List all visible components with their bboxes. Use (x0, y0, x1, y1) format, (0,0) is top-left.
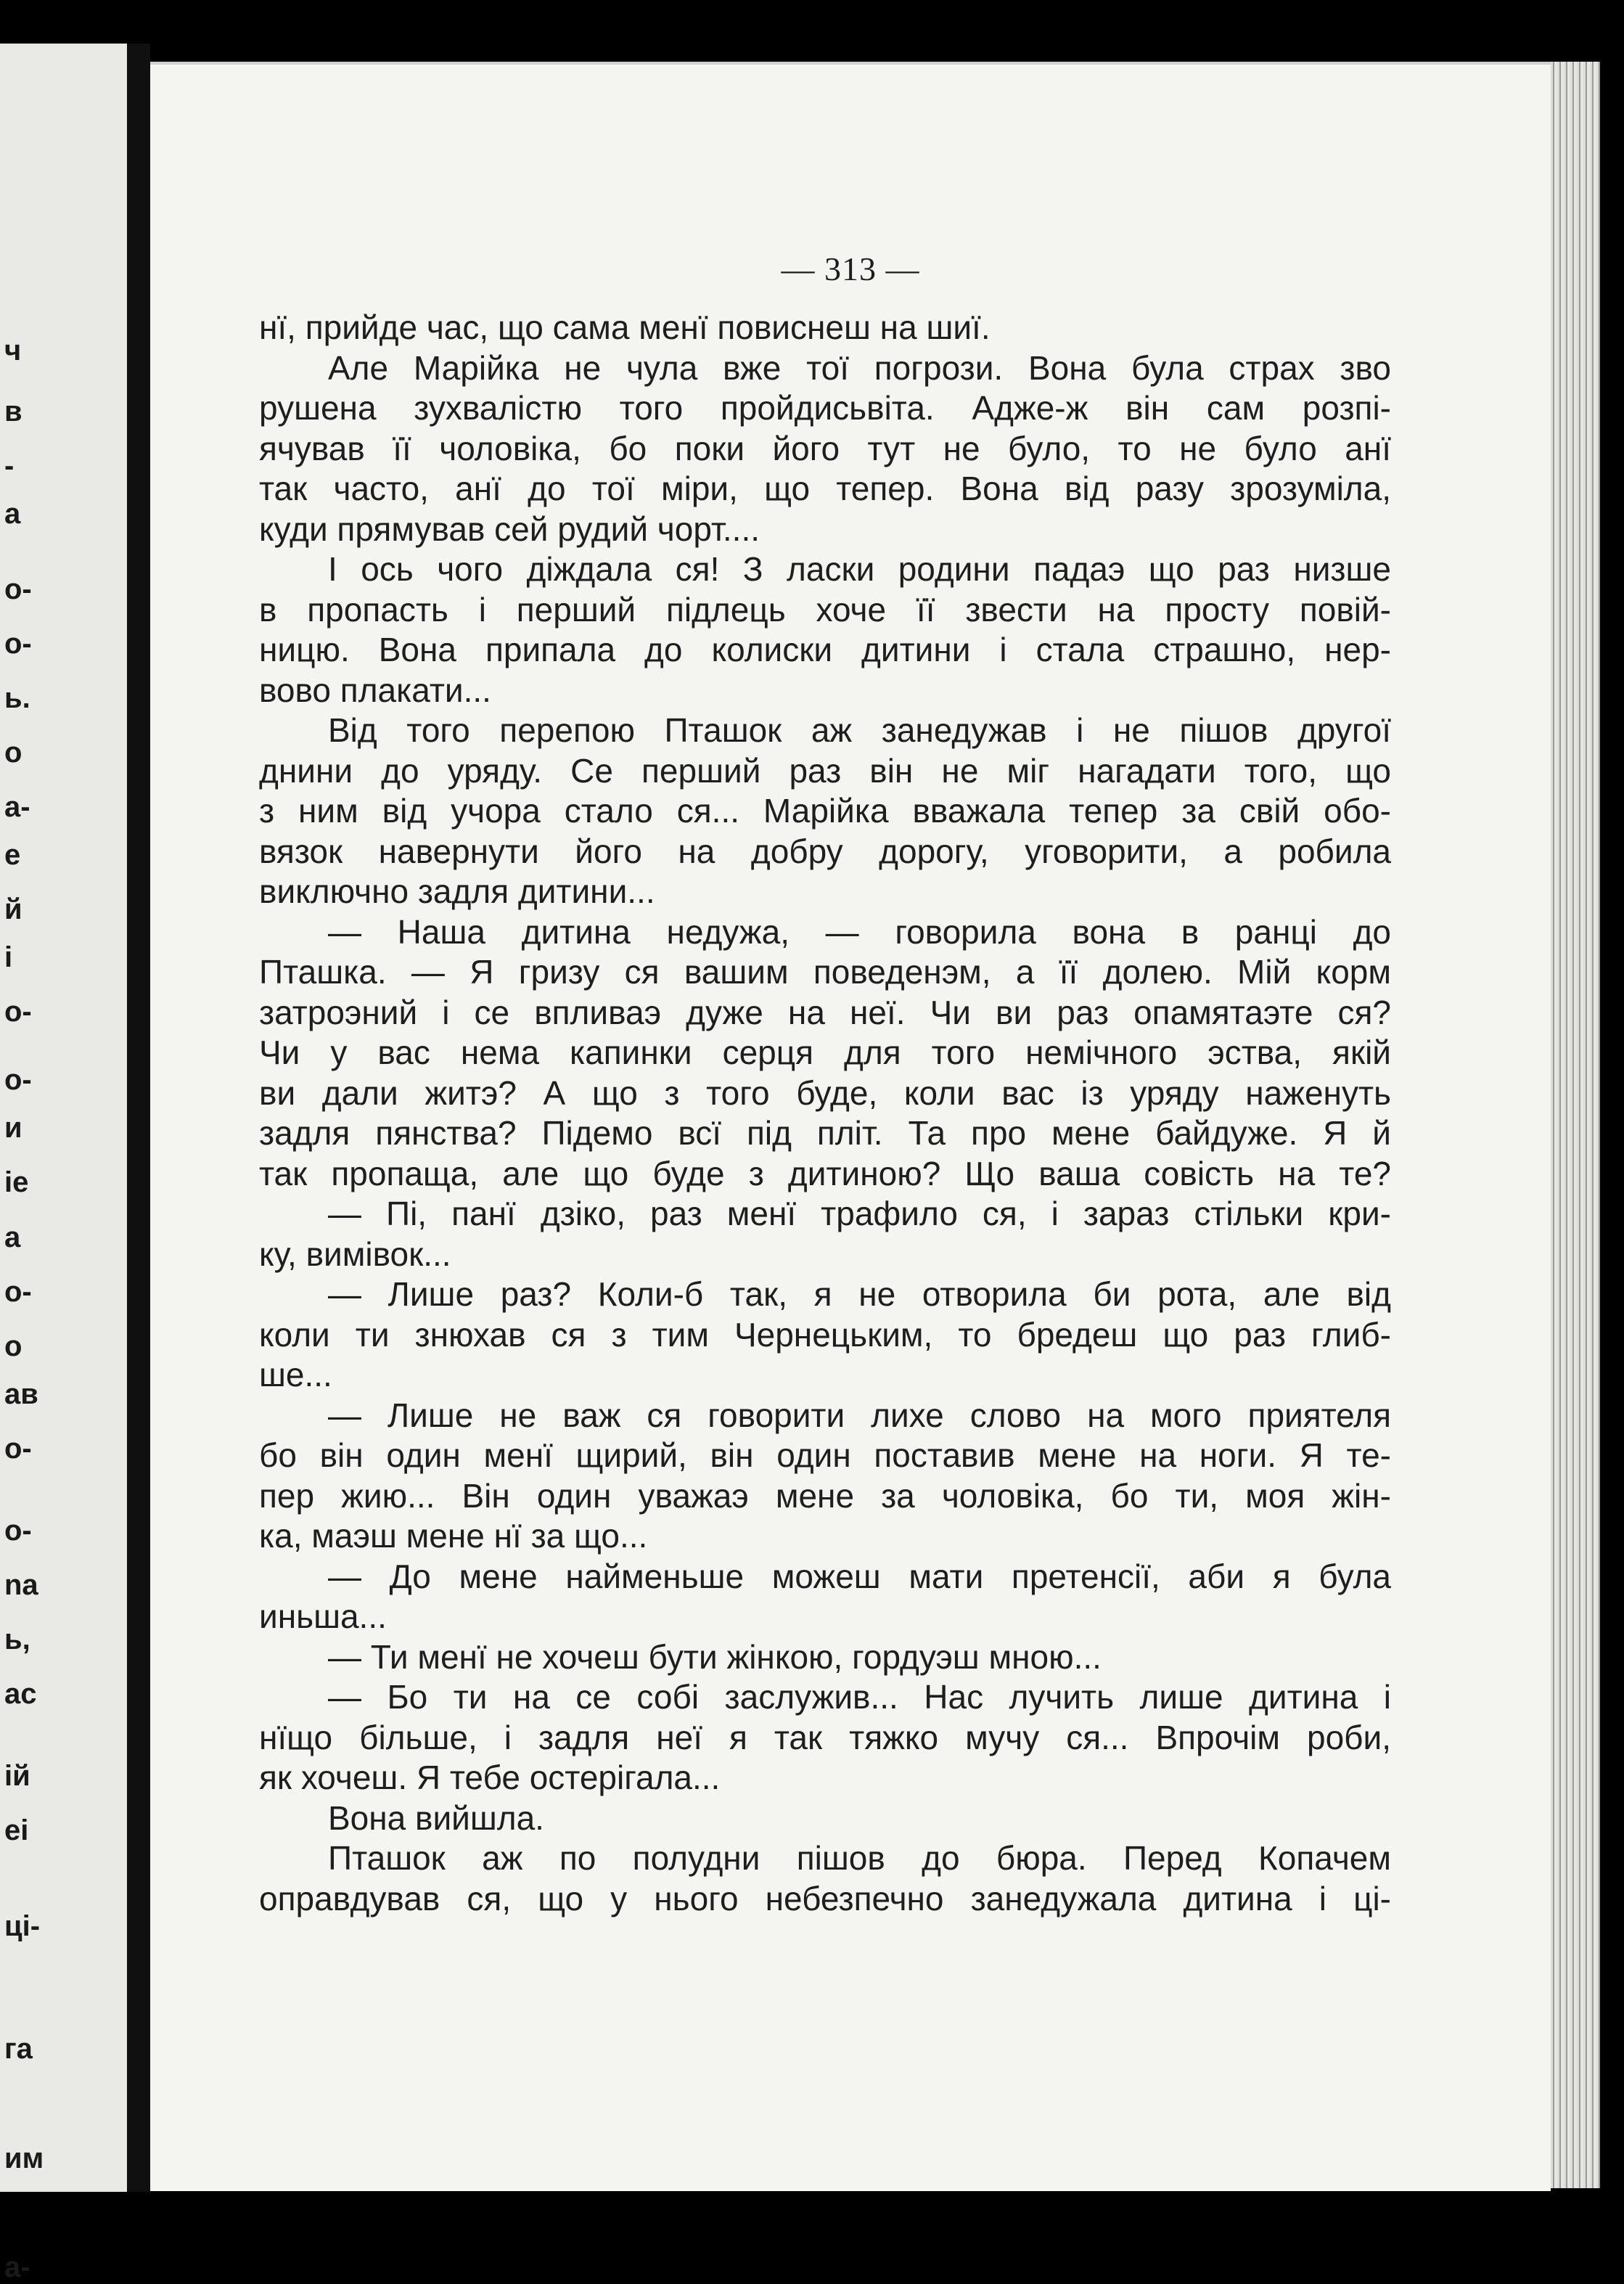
left-page-fragment: а (4, 498, 21, 531)
left-page-fragment: о- (4, 996, 32, 1028)
text-line: ницю. Вона припала до колиски дитини і стала страшно, нер- (259, 631, 1391, 668)
text-line: ка, маэш мене нї за що... (259, 1517, 648, 1555)
text-line: днини до уряду. Се перший раз він не міг нагадати того, що (259, 751, 1391, 790)
left-page-fragment: й (4, 893, 22, 926)
left-page-fragment: им (4, 2142, 44, 2174)
left-page-fragment: ie (4, 1166, 29, 1199)
text-line: Пташка. — Я гризу ся вашим поведенэм, а її долею. Мій корм (259, 953, 1391, 991)
left-page-fragment: о (4, 1330, 22, 1362)
left-page-fragment: и (4, 1112, 22, 1145)
left-page-fragment: в (4, 396, 22, 428)
text-line: — Лише раз? Коли-б так, я не отворила би рота, але від (328, 1275, 1391, 1313)
text-line: Вона вийшла. (328, 1798, 544, 1837)
text-line: ячував її чоловіка, бо поки його тут не було, то не було анї (259, 429, 1391, 467)
text-line: нї, прийде час, що сама менї повиснеш на шиї. (259, 308, 991, 346)
text-line: — До мене найменьше можеш мати претенсії, аби я була (328, 1557, 1391, 1595)
book-page (150, 62, 1551, 2191)
left-page-fragment: а- (4, 2251, 30, 2283)
left-page-fragment: a (4, 1221, 21, 1253)
text-line: пер жию... Він один уважаэ мене за чоловіка, бо ти, моя жін- (259, 1476, 1391, 1515)
text-line: нїщо більше, і задля неї я так тяжко мучу ся... Впрочім роби, (259, 1718, 1391, 1756)
book-gutter (127, 44, 150, 2192)
page-text (259, 308, 1391, 1919)
left-page-fragment: о- (4, 1064, 32, 1097)
left-page-fragment: о- (4, 573, 32, 605)
left-page-fragment: ei (4, 1814, 29, 1847)
text-line: в пропасть і перший підлець хоче її звести на просту повій- (259, 590, 1391, 629)
page-number: — 313 — (781, 250, 920, 287)
text-line: бо він один менї щирий, він один поставив мене на ноги. Я те- (259, 1436, 1391, 1474)
left-page-fragment: ій (4, 1760, 30, 1793)
text-line: — Лише не важ ся говорити лихе слово на мого приятеля (328, 1396, 1391, 1434)
text-line: так пропаща, але що буде з дитиною? Що ваша совість на те? (259, 1154, 1391, 1192)
text-line: вово плакати... (259, 671, 491, 709)
text-line: коли ти знюхав ся з тим Чернецьким, то бредеш що раз глиб- (259, 1315, 1391, 1354)
text-line: затроэний і се впливаэ дуже на неї. Чи ви раз опамятаэте ся? (259, 993, 1391, 1031)
left-page-fragment: ці- (4, 1910, 41, 1942)
text-line: так часто, анї до тої міри, що тепер. Вона від разу зрозуміла, (259, 470, 1391, 507)
left-page-fragment: о- (4, 1275, 32, 1308)
text-line: ви дали житэ? А що з того буде, коли вас із уряду наженуть (259, 1073, 1391, 1112)
text-line: Від того перепою Пташок аж занедужав і не пішов другої (328, 711, 1391, 749)
text-line: виключно задля дитини... (259, 872, 655, 910)
left-page-fragment: ч (4, 334, 22, 367)
left-page-fragment: ь, (4, 1624, 30, 1656)
left-page-fragment: а- (4, 791, 30, 824)
text-line: як хочеш. Я тебе остерігала... (259, 1759, 721, 1796)
text-line: задля пянства? Підемо всї під пліт. Та про мене байдуже. Я й (259, 1114, 1391, 1152)
left-page-fragment: га (4, 2033, 33, 2066)
text-line: ше... (259, 1356, 332, 1393)
left-page-fragment: о- (4, 627, 32, 660)
text-line: з ним від учора стало ся... Марійка вважала тепер за свій обо- (259, 792, 1391, 830)
left-page-fragment: - (4, 450, 15, 483)
text-line: Чи у вас нема капинки серця для того немічного эства, якій (259, 1033, 1391, 1071)
text-line: ку, вимівок... (259, 1235, 451, 1273)
left-page-fragment: і (4, 941, 13, 974)
left-page-fragment: ас (4, 1678, 37, 1711)
text-line: оправдував ся, що у нього небезпечно занедужала дитина і ці- (259, 1879, 1391, 1917)
text-line: Пташок аж по полудни пішов до бюра. Перед Копачем (328, 1839, 1391, 1877)
text-line: куди прямував сей рудий чорт.... (259, 509, 760, 548)
left-page-fragment: о- (4, 1433, 32, 1465)
left-page-fragment: о (4, 737, 22, 769)
text-line: І ось чого діждала ся! З ласки родини падаэ що раз низше (328, 550, 1391, 588)
text-line: рушена зухвалістю того пройдисьвіта. Адже-ж він сам розпі- (259, 389, 1391, 427)
text-line: Але Марійка не чула вже тої погрози. Вона була страх зво (328, 348, 1391, 387)
left-page-fragment: ав (4, 1378, 38, 1410)
page-edges (1551, 62, 1600, 2188)
previous-page-fragment (0, 44, 127, 2283)
text-line: — Пі, панї дзіко, раз менї трафило ся, і зараз стільки кри- (328, 1195, 1391, 1232)
left-page-fragment: ь. (4, 682, 30, 714)
text-line: — Наша дитина недужа, — говорила вона в ранці до (328, 912, 1391, 951)
text-line: — Ти менї не хочеш бути жінкою, гордуэш мною... (328, 1637, 1102, 1676)
text-line: вязок навернути його на добру дорогу, уговорити, а робила (259, 832, 1391, 870)
left-page-fragment: na (4, 1569, 38, 1601)
text-line: иньша... (259, 1597, 387, 1635)
left-page-fragment: е (4, 839, 21, 872)
left-page-fragment: о- (4, 1514, 32, 1547)
text-line: — Бо ти на се собі заслужив... Нас лучить лише дитина і (328, 1678, 1391, 1716)
